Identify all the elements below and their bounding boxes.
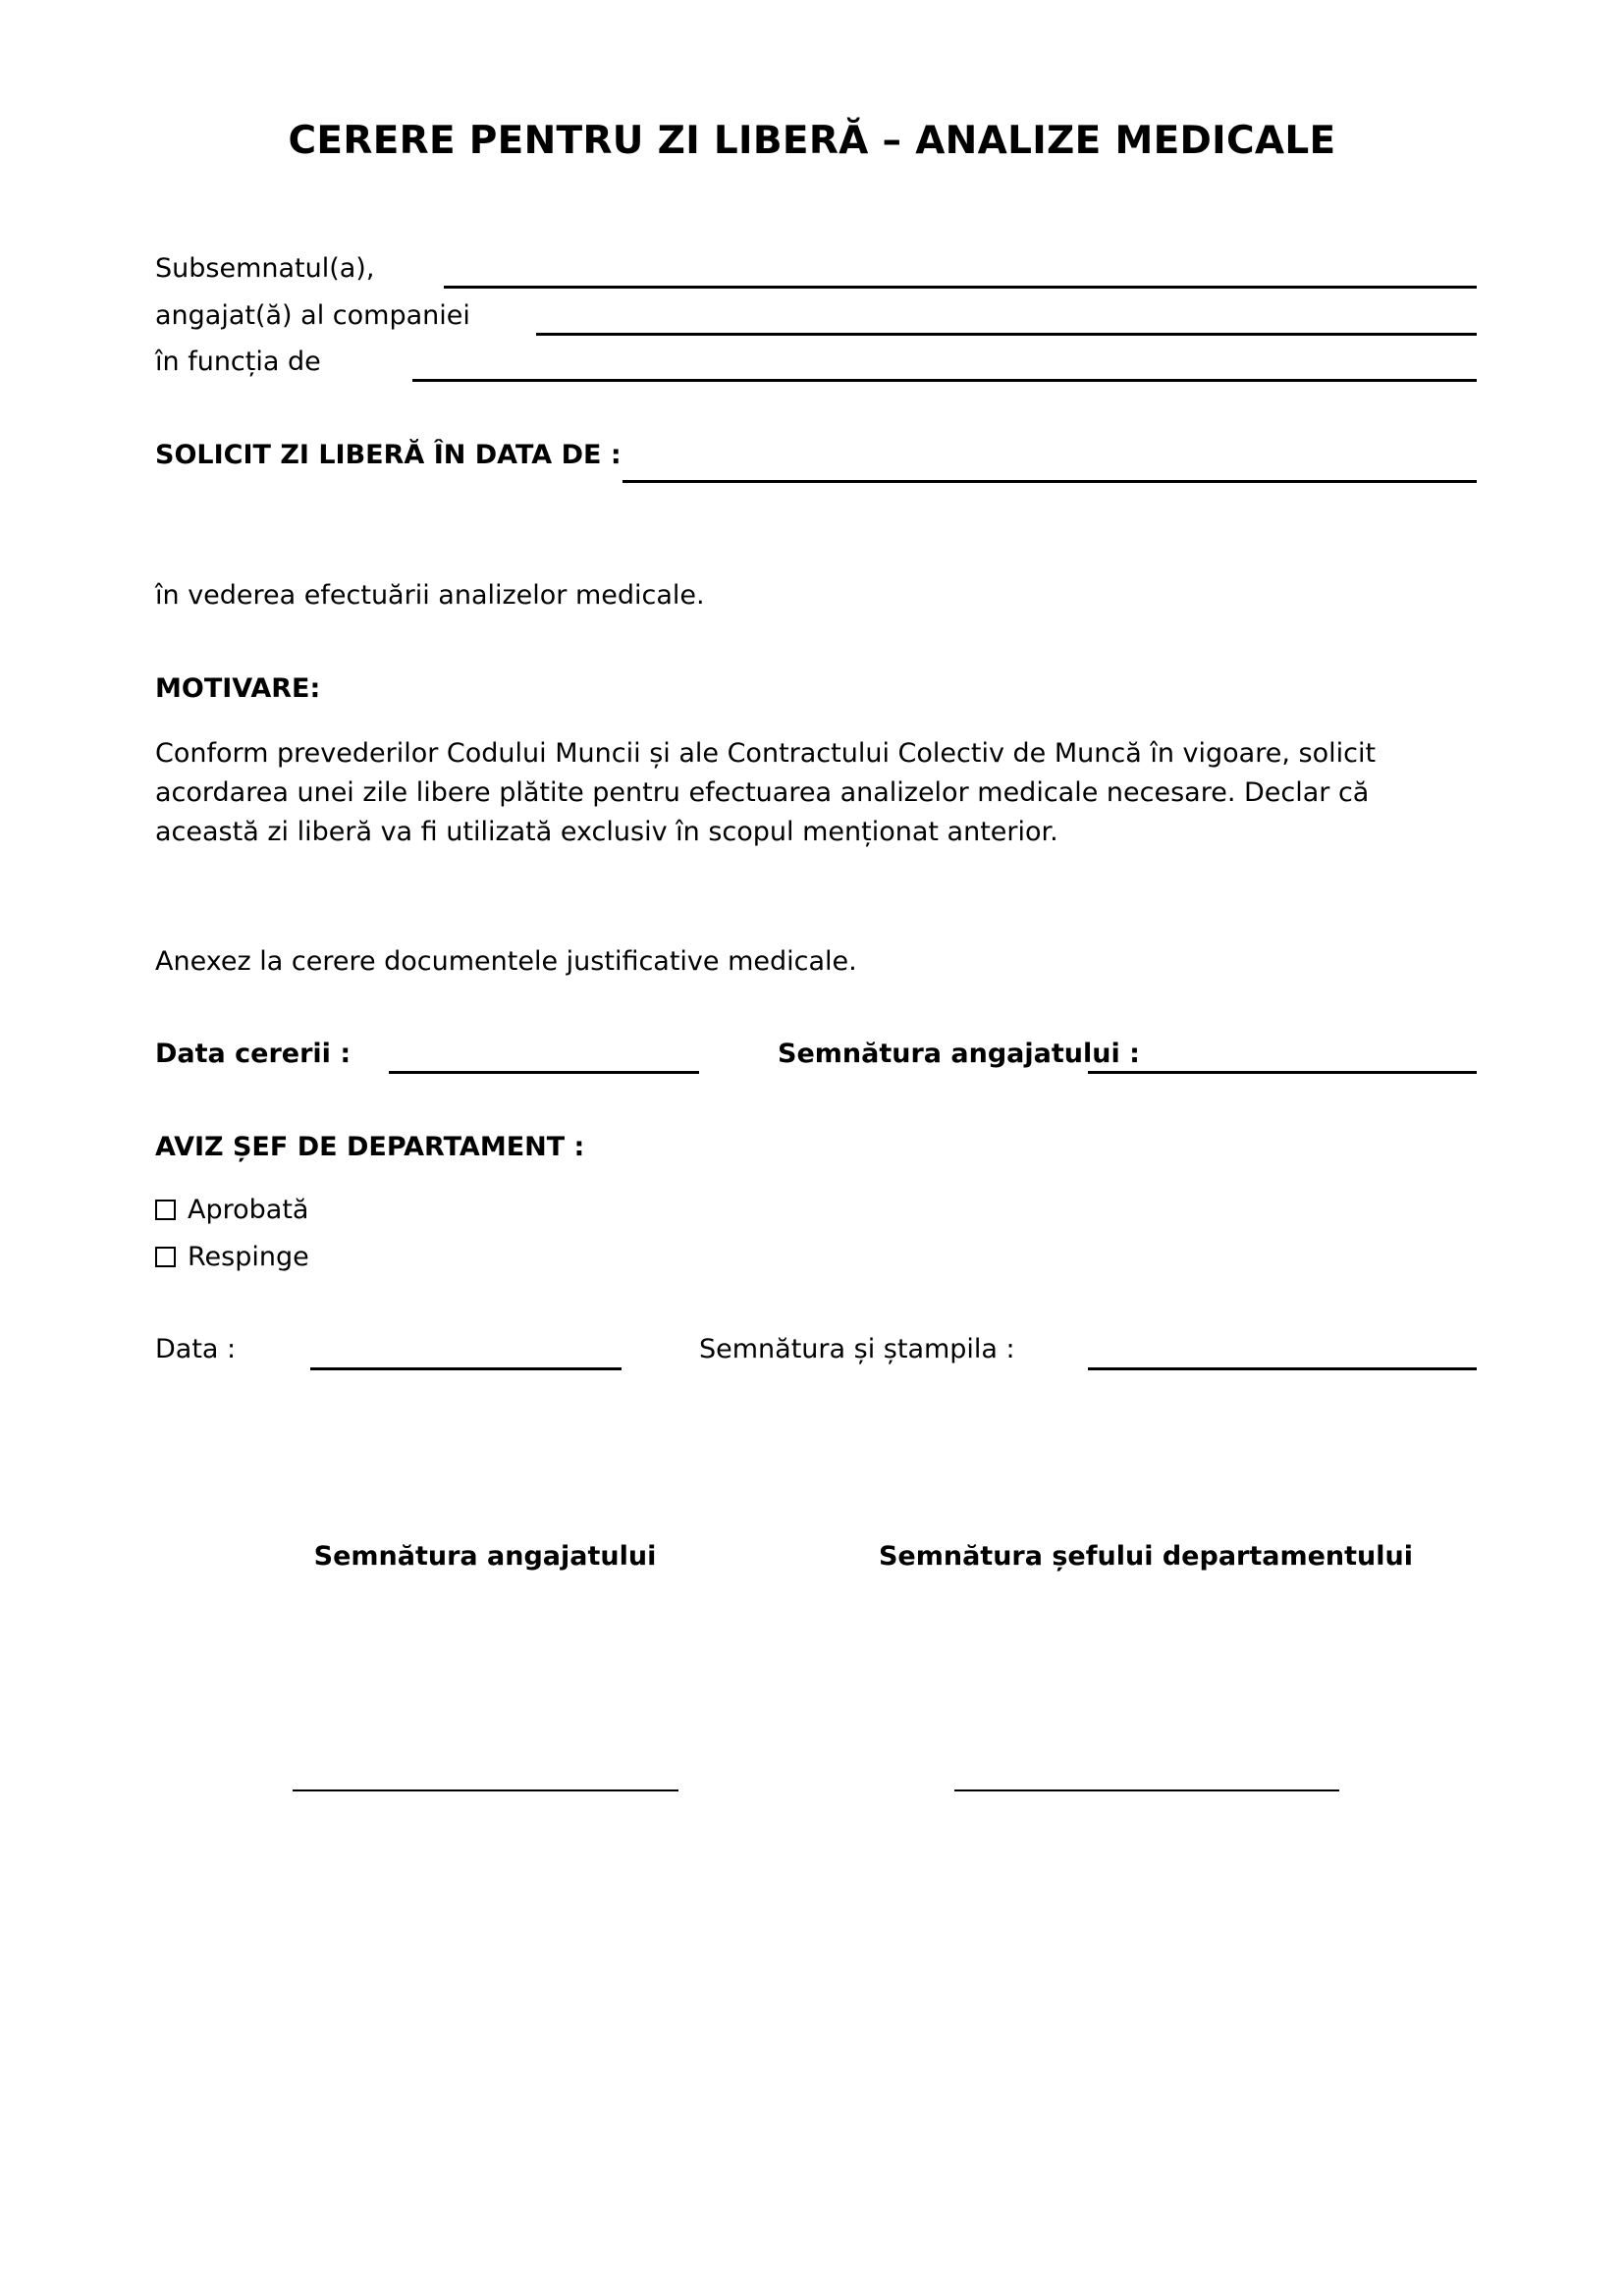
request-date-heading: SOLICIT ZI LIBERĂ ÎN DATA DE : (155, 440, 622, 470)
annex-text: Anexez la cerere documentele justificative medicale. (155, 946, 857, 977)
approval-date-label: Data : (155, 1334, 237, 1364)
approval-date-line[interactable] (310, 1367, 622, 1370)
request-date-label: Data cererii : (155, 1039, 352, 1069)
request-date-line[interactable] (389, 1071, 699, 1074)
head-signature-title: Semnătura șefului departamentului (878, 1541, 1414, 1572)
employee-signature-label: Semnătura angajatului : (778, 1039, 1140, 1069)
approved-checkbox-row[interactable] (155, 1195, 308, 1226)
company-input-line[interactable] (536, 333, 1477, 336)
rejected-label: Respinge (188, 1242, 309, 1272)
motivation-paragraph: Conform prevederilor Codului Muncii și ale Contractului Colectiv de Muncă în vigoare, solicit acordarea unei zile libere plătite pentru efectuarea analizelor medicale necesare. Declar că această zi liberă va fi utilizată exclusiv în scopul menționat anterior. (155, 738, 1377, 847)
request-date-input-line[interactable] (623, 480, 1477, 483)
purpose-text: în vederea efectuării analizelor medicale. (155, 580, 705, 611)
motivation-heading: MOTIVARE: (155, 673, 321, 704)
employee-signature-title: Semnătura angajatului (313, 1541, 657, 1572)
position-label: în funcția de (155, 347, 321, 377)
employee-signature-bottom-line[interactable] (293, 1789, 678, 1791)
document-title: CERERE PENTRU ZI LIBERĂ – ANALIZE MEDICALE (288, 119, 1336, 163)
head-signature-bottom-line[interactable] (954, 1789, 1339, 1791)
employee-signature-line[interactable] (1088, 1071, 1477, 1074)
rejected-checkbox-row[interactable] (155, 1242, 309, 1273)
approval-heading: AVIZ ȘEF DE DEPARTAMENT : (155, 1132, 585, 1162)
position-input-line[interactable] (412, 379, 1477, 382)
name-input-line[interactable] (444, 286, 1477, 289)
approved-label: Aprobată (188, 1195, 309, 1225)
company-label: angajat(ă) al companiei (155, 300, 470, 331)
rejected-checkbox[interactable] (155, 1247, 176, 1267)
stamp-label: Semnătura și ștampila : (699, 1334, 1015, 1364)
stamp-line[interactable] (1088, 1367, 1477, 1370)
name-label: Subsemnatul(a), (155, 253, 375, 284)
approved-checkbox[interactable] (155, 1200, 176, 1220)
